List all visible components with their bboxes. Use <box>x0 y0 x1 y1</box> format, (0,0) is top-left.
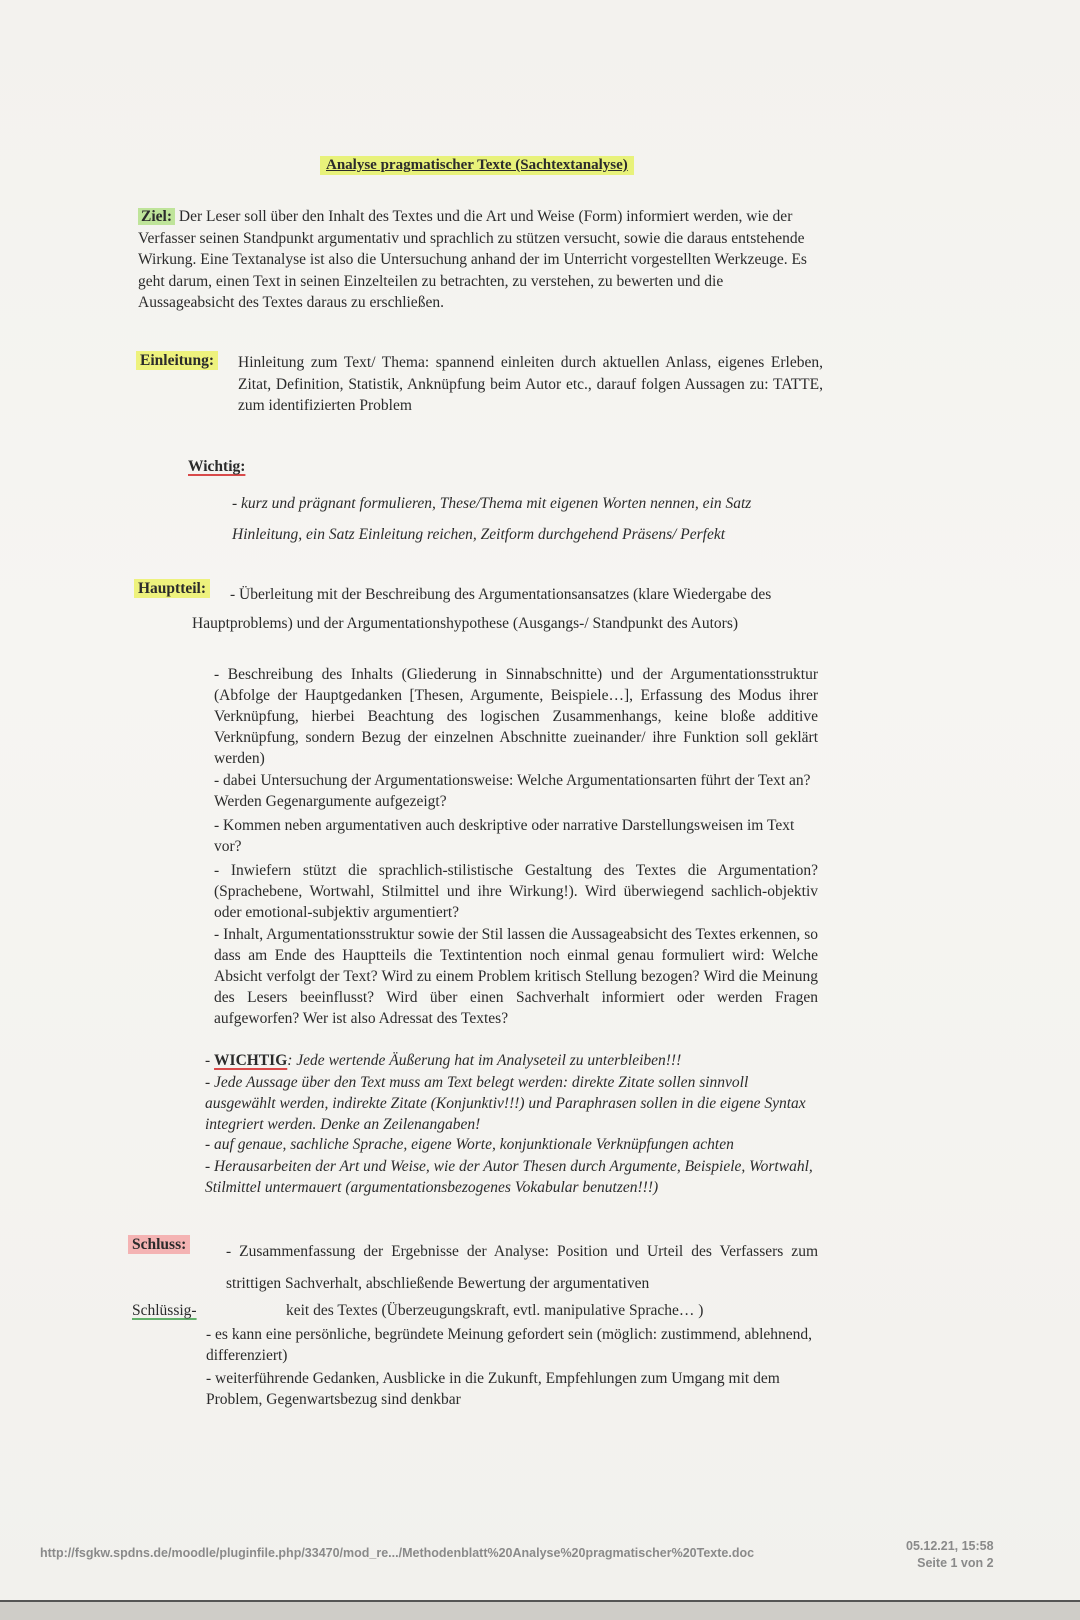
footer-url: http://fsgkw.spdns.de/moodle/pluginfile.php/33470/mod_re.../Methodenblatt%20Analyse%20pragmatischer%20Texte.doc <box>40 1546 755 1560</box>
hauptteil-italic-1: - Jede Aussage über den Text muss am Text belegt werden: direkte Zitate sollen sinnvoll ausgewählt werden, indirekte Zitate (Konjunktiv!!!) und Paraphrasen sollen in die eigene Syntax integriert werden. Denke an Zeilenangaben! <box>205 1074 806 1133</box>
hauptteil-italic-2: - auf genaue, sachliche Sprache, eigene Worte, konjunktionale Verknüpfungen achten <box>205 1136 734 1153</box>
schluss-item-2: keit des Textes (Überzeugungskraft, evtl. manipulative Sprache… ) <box>286 1302 704 1319</box>
hauptteil-item-3: - Kommen neben argumentativen auch deskriptive oder narrative Darstellungsweisen im Text vor? <box>214 817 795 855</box>
schluss-item-4: - weiterführende Gedanken, Ausblicke in die Zukunft, Empfehlungen zum Umgang mit dem Problem, Gegenwartsbezug sind denkbar <box>206 1370 780 1408</box>
hauptteil-label: Hauptteil: <box>134 580 210 598</box>
hauptteil-item-4: - Inwiefern stützt die sprachlich-stilistische Gestaltung des Textes die Argumentation? (Sprachebene, Wortwahl, Stilmittel und ihre Wirkung!). Wird überwiegend sachlich-objektiv oder emotional-subjektiv argumentiert? <box>214 862 818 921</box>
hauptteil-item-1: - Beschreibung des Inhalts (Gliederung in Sinnabschnitte) und der Argumentationsstruktur (Abfolge der Hauptgedanken [Thesen, Argumente, Beispiele…], Erfassung des Modus ihrer Verknüpfung, hierbei Beachtung des logischen Zusammenhangs, keine bloße additive Verknüpfung, sondern Bezug der einzelnen Abschnitte zueinander/ ihre Funktion soll geklärt werden) <box>214 666 818 767</box>
hauptteil-intro: - Überleitung mit der Beschreibung des Argumentationsansatzes (klare Wiedergabe des Hauptproblems) und der Argumentationshypothese (Ausgangs-/ Standpunkt des Autors) <box>192 586 772 632</box>
wichtig-text: - kurz und prägnant formulieren, These/Thema mit eigenen Worten nennen, ein Satz Hinleitung, ein Satz Einleitung reichen, Zeitform durchgehend Präsens/ Perfekt <box>232 495 752 543</box>
document-title: Analyse pragmatischer Texte (Sachtextanalyse) <box>320 156 634 175</box>
schluss-item-1: - Zusammenfassung der Ergebnisse der Analyse: Position und Urteil des Verfassers zum strittigen Sachverhalt, abschließende Bewertung der argumentativen <box>226 1243 818 1292</box>
schluss-label: Schluss: <box>128 1236 190 1254</box>
footer-page: Seite 1 von 2 <box>917 1556 994 1570</box>
paper-bottom-edge <box>0 1600 1080 1620</box>
schluss-item-3: - es kann eine persönliche, begründete Meinung gefordert sein (möglich: zustimmend, ablehnend, differenziert) <box>206 1326 813 1364</box>
wichtig-rest: : Jede wertende Äußerung hat im Analyseteil zu unterbleiben!!! <box>287 1052 682 1069</box>
hauptteil-item-2: - dabei Untersuchung der Argumentationsweise: Welche Argumentationsarten führt der Text an? Werden Gegenargumente aufgezeigt? <box>214 772 811 810</box>
wichtig-caps: WICHTIG <box>214 1052 288 1069</box>
ziel-text: Der Leser soll über den Inhalt des Textes und die Art und Weise (Form) informiert werden, wie der Verfasser seinen Standpunkt argumentativ und sprachlich zu stützen versucht, sowie die daraus entstehende Wirkung. Eine Textanalyse ist also die Untersuchung anhand der im Unterricht vorgestellten Werkzeuge. Es geht darum, einen Text in seinen Einzelteilen zu betrachten, zu verstehen, zu bewerten und die Aussageabsicht des Textes daraus zu erschließen. <box>138 208 807 311</box>
footer-meta <box>906 1538 994 1572</box>
schluss-side-label: Schlüssig- <box>132 1302 197 1319</box>
footer-datetime: 05.12.21, 15:58 <box>906 1539 994 1553</box>
ziel-section <box>138 206 818 314</box>
einleitung-label: Einleitung: <box>136 352 218 370</box>
hauptteil-wichtig-line: - WICHTIG: Jede wertende Äußerung hat im Analyseteil zu unterbleiben!!! <box>205 1052 682 1069</box>
wichtig-label: Wichtig: <box>188 458 246 475</box>
hauptteil-item-5: - Inhalt, Argumentationsstruktur sowie der Stil lassen die Aussageabsicht des Textes erkennen, so dass am Ende des Hauptteils die Textintention noch einmal genau formuliert wird: Welche Absicht verfolgt der Text? Wird zu einem Problem kritisch Stellung bezogen? Wird die Meinung des Lesers beeinflusst? Wird über einen Sachverhalt informiert oder werden Fragen aufgeworfen? Wer ist also Adressat des Textes? <box>214 926 818 1027</box>
ziel-label: Ziel: <box>138 208 175 225</box>
einleitung-text: Hinleitung zum Text/ Thema: spannend einleiten durch aktuellen Anlass, eigenes Erleben, Zitat, Definition, Statistik, Anknüpfung beim Autor etc., darauf folgen Aussagen zu: TATTE, zum identifizierten Problem <box>238 354 823 414</box>
hauptteil-italic-3: - Herausarbeiten der Art und Weise, wie der Autor Thesen durch Argumente, Beispiele, Wortwahl, Stilmittel untermauert (argumentationsbezogenes Vokabular benutzen!!!) <box>205 1158 813 1196</box>
